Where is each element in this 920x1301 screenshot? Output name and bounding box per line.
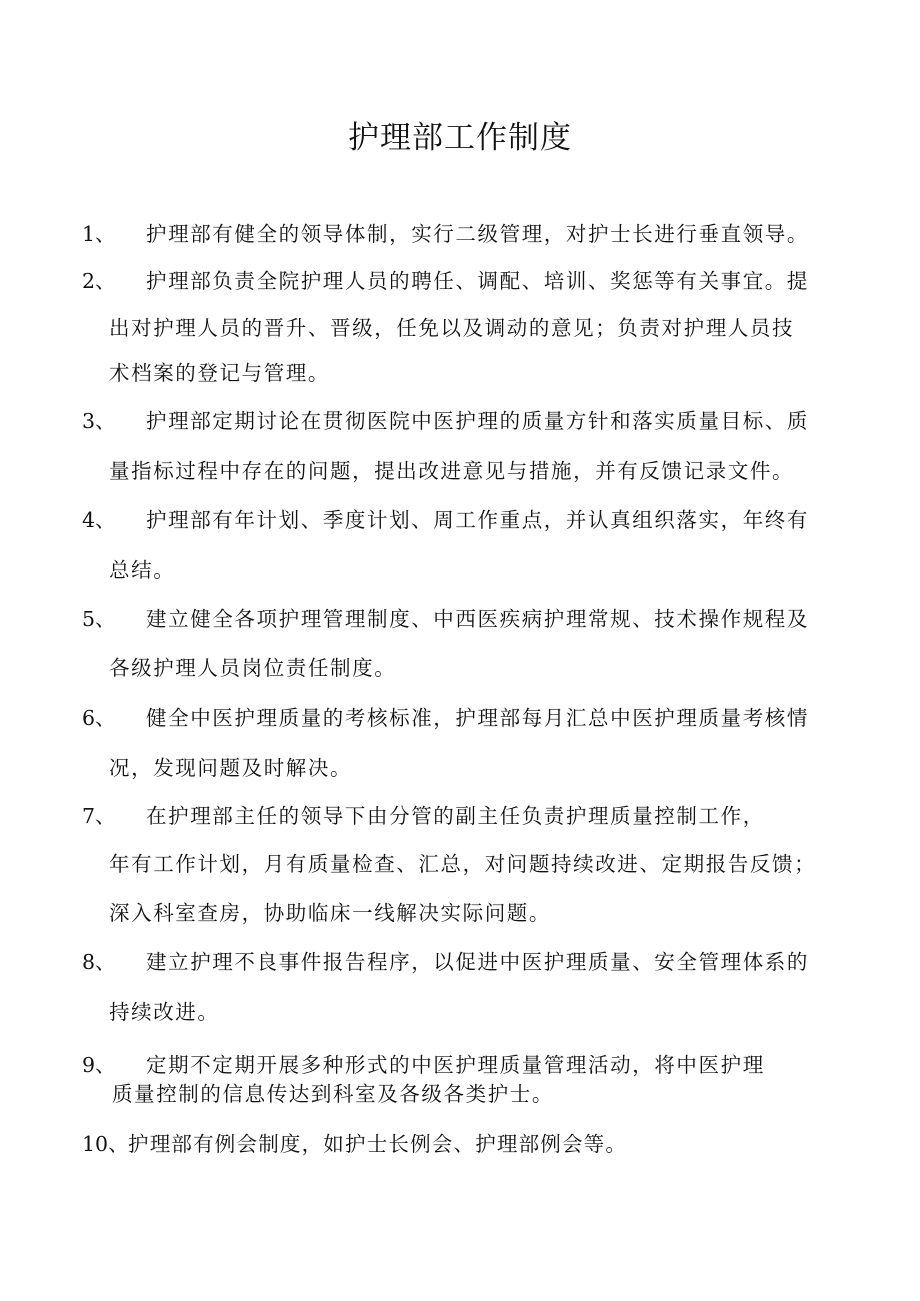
item-number: 8、: [82, 950, 116, 974]
item-number: 1、: [82, 222, 116, 246]
item-text-line: 护理部负责全院护理人员的聘任、调配、培训、奖惩等有关事宜。提: [146, 269, 809, 293]
item-text-line: 术档案的登记与管理。: [109, 361, 330, 385]
item-text-line: 各级护理人员岗位责任制度。: [109, 656, 397, 680]
item-number: 10、: [82, 1132, 129, 1156]
item-text-line: 护理部有健全的领导体制，实行二级管理，对护士长进行垂直领导。: [146, 222, 809, 246]
item-text-line: 况，发现问题及时解决。: [109, 756, 353, 780]
item-text-line: 量指标过程中存在的问题，提出改进意见与措施，并有反馈记录文件。: [109, 459, 795, 483]
item-text-line: 出对护理人员的晋升、晋级，任免以及调动的意见；负责对护理人员技: [109, 316, 795, 340]
item-number: 3、: [82, 409, 116, 433]
item-text-line: 建立护理不良事件报告程序，以促进中医护理质量、安全管理体系的: [146, 950, 809, 974]
item-text-line: 护理部定期讨论在贯彻医院中医护理的质量方针和落实质量目标、质: [146, 409, 809, 433]
item-number: 2、: [82, 269, 116, 293]
item-text-line: 建立健全各项护理管理制度、中西医疾病护理常规、技术操作规程及: [146, 607, 809, 631]
item-text-line: 在护理部主任的领导下由分管的副主任负责护理质量控制工作，: [146, 804, 765, 828]
item-number: 9、: [82, 1053, 116, 1077]
item-number: 4、: [82, 508, 116, 532]
item-number: 6、: [82, 706, 116, 730]
item-text-line: 总结。: [109, 558, 176, 582]
item-text-line: 定期不定期开展多种形式的中医护理质量管理活动，将中医护理: [146, 1053, 765, 1077]
item-text-line: 健全中医护理质量的考核标准，护理部每月汇总中医护理质量考核情: [146, 706, 809, 730]
item-text-line: 深入科室查房，协助临床一线解决实际问题。: [109, 901, 551, 925]
item-text-line: 护理部有例会制度，如护士长例会、护理部例会等。: [128, 1132, 628, 1156]
document-title: 护理部工作制度: [348, 120, 572, 156]
item-text-line: 护理部有年计划、季度计划、周工作重点，并认真组织落实，年终有: [146, 508, 809, 532]
item-text-line: 年有工作计划，月有质量检查、汇总，对问题持续改进、定期报告反馈；: [109, 852, 817, 876]
item-number: 7、: [82, 804, 116, 828]
item-text-line: 质量控制的信息传达到科室及各级各类护士。: [112, 1082, 554, 1106]
item-text-line: 持续改进。: [109, 1000, 220, 1024]
item-number: 5、: [82, 607, 116, 631]
